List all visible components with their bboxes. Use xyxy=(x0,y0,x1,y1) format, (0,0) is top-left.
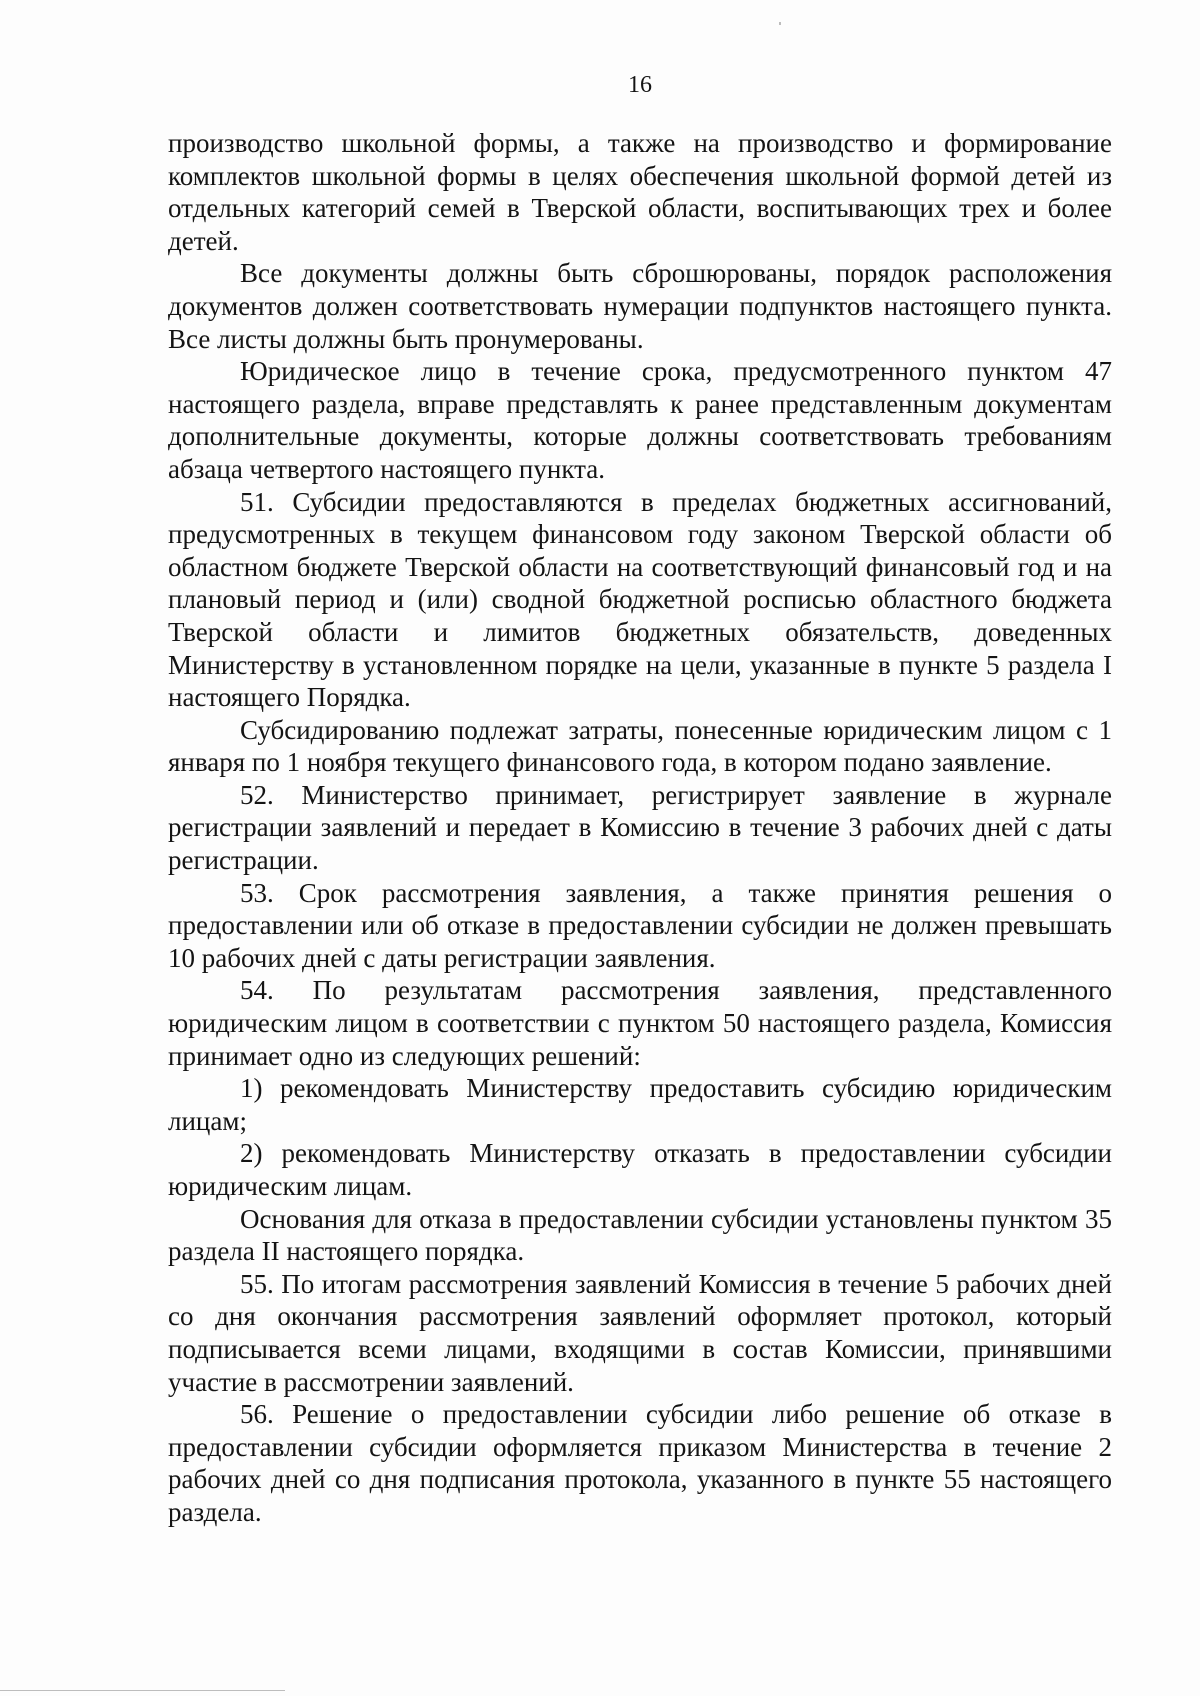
paragraph-continuation: производство школьной формы, а также на производство и формирование комплектов школьной формы в целях обеспечения школьной формой детей из отдельных категорий семей в Тверской области, воспитывающих трех и более детей. xyxy=(168,128,1112,256)
paragraph-clause-53: 53. Срок рассмотрения заявления, а также принятия решения о предоставлении или об отказе в предоставлении субсидии не должен превышать 10 рабочих дней с даты регистрации заявления. xyxy=(168,877,1112,973)
document-body xyxy=(168,127,1112,1529)
paragraph-clause-54: 54. По результатам рассмотрения заявления, представленного юридическим лицом в соответствии с пунктом 50 настоящего раздела, Комиссия принимает одно из следующих решений: xyxy=(168,975,1112,1071)
paragraph-subsidized-costs: Субсидированию подлежат затраты, понесенные юридическим лицом с 1 января по 1 ноября текущего финансового года, в котором подано заявление. xyxy=(168,714,1112,778)
scan-edge-line xyxy=(0,1690,285,1691)
paragraph-additional-documents: Юридическое лицо в течение срока, предусмотренного пунктом 47 настоящего раздела, вправе представлять к ранее представленным документам дополнительные документы, которые должны соответствовать требованиям абзаца четвертого настоящего пункта. xyxy=(168,356,1112,484)
paragraph-binding-requirements: Все документы должны быть сброшюрованы, порядок расположения документов должен соответствовать нумерации подпунктов настоящего пункта. Все листы должны быть пронумерованы. xyxy=(168,258,1112,354)
paragraph-clause-55: 55. По итогам рассмотрения заявлений Комиссия в течение 5 рабочих дней со дня окончания рассмотрения заявлений оформляет протокол, который подписывается всеми лицами, входящими в состав Комиссии, принявшими участие в рассмотрении заявлений. xyxy=(168,1268,1112,1397)
paragraph-clause-52: 52. Министерство принимает, регистрирует заявление в журнале регистрации заявлений и передает в Комиссию в течение 3 рабочих дней с даты регистрации. xyxy=(168,779,1112,876)
paragraph-decision-1: 1) рекомендовать Министерству предоставить субсидию юридическим лицам; xyxy=(168,1073,1112,1136)
paragraph-refusal-grounds: Основания для отказа в предоставлении субсидии установлены пунктом 35 раздела II настоящего порядка. xyxy=(168,1203,1112,1267)
paragraph-decision-2: 2) рекомендовать Министерству отказать в предоставлении субсидии юридическим лицам. xyxy=(168,1138,1112,1201)
scan-speck xyxy=(779,22,781,25)
page-number: 16 xyxy=(628,72,652,98)
paragraph-clause-51: 51. Субсидии предоставляются в пределах бюджетных ассигнований, предусмотренных в текущем финансовом году законом Тверской области об областном бюджете Тверской области на соответствующий финансовый год и на плановый период и (или) сводной бюджетной росписью областного бюджета Тверской области и лимитов бюджетных обязательств, доведенных Министерству в установленном порядке на цели, указанные в пункте 5 раздела I настоящего Порядка. xyxy=(168,486,1112,713)
paragraph-clause-56: 56. Решение о предоставлении субсидии либо решение об отказе в предоставлении субсидии оформляется приказом Министерства в течение 2 рабочих дней со дня подписания протокола, указанного в пункте 55 настоящего раздела. xyxy=(168,1399,1112,1527)
